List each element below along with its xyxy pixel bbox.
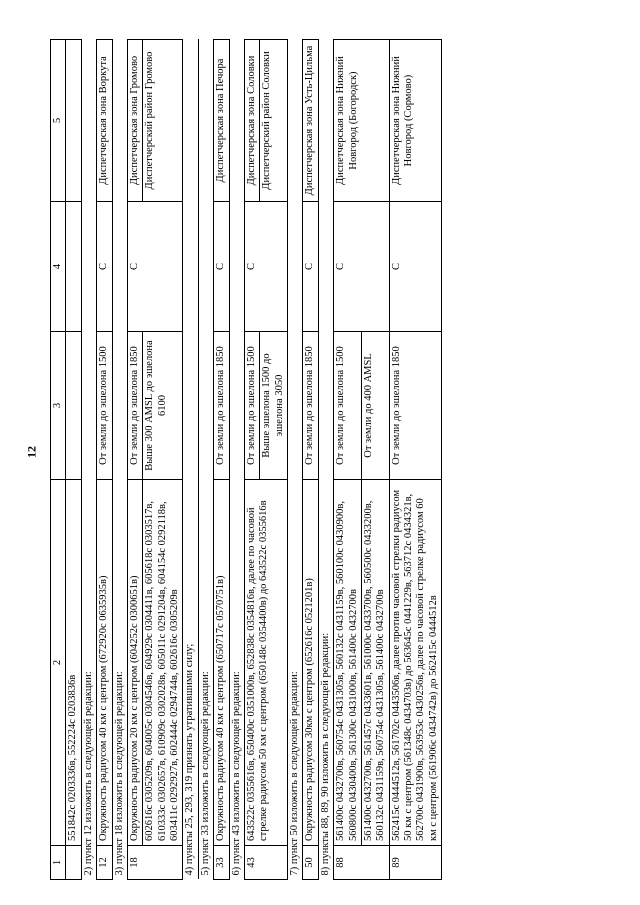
airspace-table xyxy=(50,39,442,880)
class-cell: С xyxy=(127,202,183,332)
class-cell: С xyxy=(303,202,318,332)
table-row xyxy=(303,40,318,880)
col-header: 1 xyxy=(51,846,66,880)
coords-cell: Окружность радиусом 40 км с центром (672920с 0635935в) xyxy=(97,480,112,846)
section-text: 5) пункт 33 изложить в следующей редакции: xyxy=(198,40,213,880)
table-row xyxy=(244,40,259,880)
col-header: 4 xyxy=(51,202,66,332)
row-number: 89 xyxy=(389,846,442,880)
table-row xyxy=(127,40,142,880)
section-text: 7) пункт 50 изложить в следующей редакции: xyxy=(288,40,303,880)
table-row xyxy=(143,40,183,880)
row-number: 33 xyxy=(214,846,229,880)
table-row xyxy=(389,40,442,880)
class-cell: С xyxy=(389,202,442,332)
row-number: 43 xyxy=(244,846,287,880)
altitude-cell: Выше эшелона 1500 до эшелона 3050 xyxy=(260,332,288,480)
table-row xyxy=(334,40,362,880)
zone-cell: Диспетчерская зона Громово xyxy=(127,40,142,202)
altitude-cell: От земли до эшелона 1850 xyxy=(127,332,142,480)
page-number: 12 xyxy=(24,446,39,458)
altitude-cell: Выше 300 AMSL до эшелона 6100 xyxy=(143,332,183,480)
class-cell: С xyxy=(334,202,390,332)
altitude-cell: От земли до 400 AMSL xyxy=(361,332,389,480)
section-heading xyxy=(198,40,213,880)
zone-cell: Диспетчерская зона Соловки xyxy=(244,40,259,202)
coords-cell: Окружность радиусом 40 км с центром (650717с 0570751в) xyxy=(214,480,229,846)
header-row xyxy=(51,40,66,880)
col-header: 3 xyxy=(51,332,66,480)
zone-cell: Диспетчерская зона Печора xyxy=(214,40,229,202)
class-cell: С xyxy=(214,202,229,332)
altitude-cell: От земли до эшелона 1850 xyxy=(303,332,318,480)
zone-cell: Диспетчерская зона Нижний Новгород (Сормово) xyxy=(389,40,442,202)
section-text: 6) пункт 43 изложить в следующей редакции: xyxy=(229,40,244,880)
section-text: 2) пункт 12 изложить в следующей редакции: xyxy=(81,40,96,880)
col-header: 5 xyxy=(51,40,66,202)
altitude-cell: От земли до эшелона 1850 xyxy=(214,332,229,480)
coords-cell: 562415с 0444512в, 561702с 0443506в, далее против часовой стрелки радиусом 50 км с центром (561348с 0434703в) до 563645с 0441229в, 563712с 0434321в, 562700с 0431900в, 563953с 0430256в, далее по часовой стрелке радиусом 60 км с центром (561906с 0434742в) до 562415с 0444512в xyxy=(389,480,442,846)
section-heading xyxy=(318,40,333,880)
coords-cell: 561400с 0432700в, 560754с 0431305в, 560132с 0431159в, 560100с 0430900в, 560800с 0430400в, 561300с 0431000в, 561400с 0432700в xyxy=(334,480,362,846)
table-row xyxy=(66,40,81,880)
section-heading xyxy=(288,40,303,880)
section-heading xyxy=(229,40,244,880)
zone-cell: Диспетчерская зона Нижний Новгород (Богородск) xyxy=(334,40,390,202)
section-heading xyxy=(112,40,127,880)
row-number: 18 xyxy=(127,846,183,880)
altitude-cell: От земли до эшелона 1500 xyxy=(244,332,259,480)
row-number: 88 xyxy=(334,846,390,880)
coords-cell: 551842с 0203336в, 552224с 0203836в xyxy=(66,480,81,846)
table-row xyxy=(97,40,112,880)
zone-cell: Диспетчерская зона Усть-Цильма xyxy=(303,40,318,202)
rotated-page xyxy=(50,40,590,880)
class-cell: С xyxy=(244,202,287,332)
coords-cell: Окружность радиусом 20 км с центром (604252с 0300651в) xyxy=(127,480,142,846)
zone-cell: Диспетчерский район Соловки xyxy=(260,40,288,202)
table-row xyxy=(214,40,229,880)
altitude-cell: От земли до эшелона 1850 xyxy=(389,332,442,480)
section-text: 4) пункты 25, 293, 319 признать утратившими силу; xyxy=(183,40,198,880)
coords-cell: 561400с 0432700в, 561457с 0433601в, 561000с 0433700в, 560500с 0433200в, 560132с 0431159в, 560754с 0431305в, 561400с 0432700в xyxy=(361,480,389,846)
col-header: 2 xyxy=(51,480,66,846)
zone-cell: Диспетчерский район Громово xyxy=(143,40,183,202)
altitude-cell: От земли до эшелона 1500 xyxy=(97,332,112,480)
section-heading xyxy=(183,40,198,880)
zone-cell: Диспетчерская зона Воркута xyxy=(97,40,112,202)
section-text: 3) пункт 18 изложить в следующей редакции: xyxy=(112,40,127,880)
coords-cell: 602616с 0305209в, 604005с 0304546в, 604929с 0304411в, 605618с 0303517в, 610333с 0302657в, 610909с 0302028в, 605011с 0291204в, 604154с 0292118в, 603411с 0292927в, 602444с 0294744в, 602616с 0305209в xyxy=(143,480,183,846)
section-heading xyxy=(81,40,96,880)
altitude-cell: От земли до эшелона 1500 xyxy=(334,332,362,480)
section-text: 8) пункты 88, 89, 90 изложить в следующей редакции: xyxy=(318,40,333,880)
row-number: 12 xyxy=(97,846,112,880)
class-cell: С xyxy=(97,202,112,332)
coords-cell: 643522с 0355616в, 650400с 0351000в, 652838с 0354816в, далее по часовой стрелке радиусом 50 км с центром (650148с 0354400в) до 643522с 0355616в xyxy=(244,480,287,846)
coords-cell: Окружность радиусом 30км с центром (652616с 0521201в) xyxy=(303,480,318,846)
row-number: 50 xyxy=(303,846,318,880)
